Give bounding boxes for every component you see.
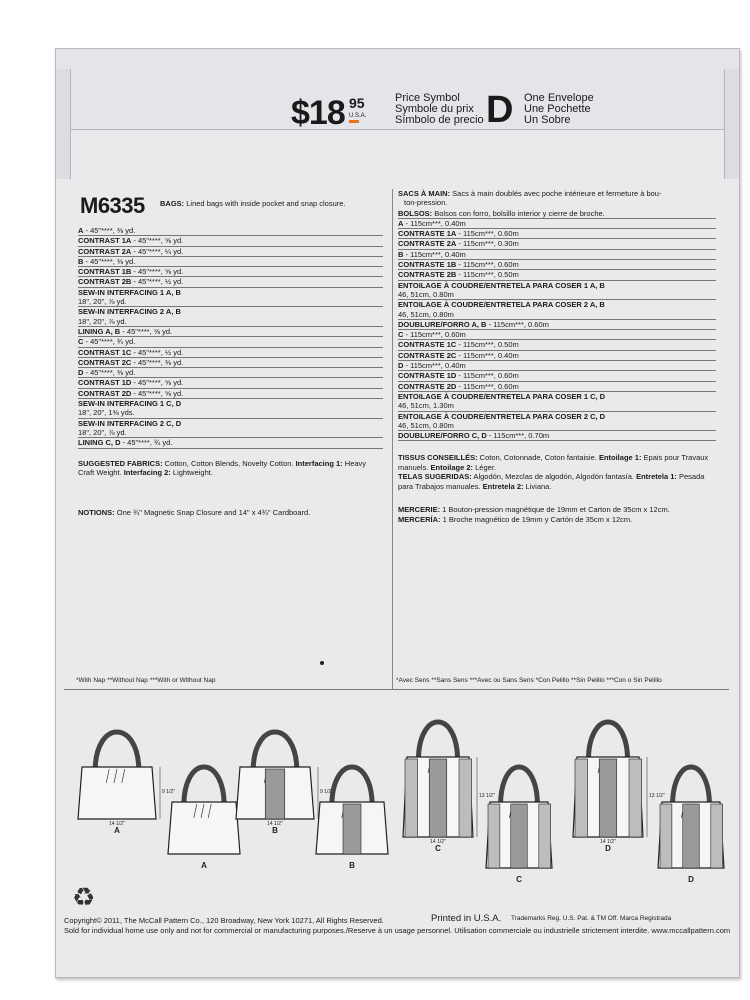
english-row xyxy=(78,378,383,388)
english-row-value: - 45"****, ¾ yd. xyxy=(120,438,173,448)
mercerie-label: MERCERIE: xyxy=(398,505,441,515)
english-row-label: SEW-IN INTERFACING 2 C, D xyxy=(78,418,182,428)
french-row xyxy=(398,351,716,361)
bag-view-label: B xyxy=(272,826,278,835)
merceria-label: MERCERÍA: xyxy=(398,514,441,524)
french-row xyxy=(398,229,716,239)
english-row-sub: 18", 20", 1⅜ yds. xyxy=(78,408,135,418)
french-row xyxy=(398,431,716,441)
english-row xyxy=(78,226,383,236)
bag-view-label: D xyxy=(605,844,611,853)
english-row-value: - 45"****, ⅜ yd. xyxy=(83,256,136,266)
english-row-value: - 45"****, ⅜ yd. xyxy=(83,226,136,235)
english-row xyxy=(78,257,383,267)
price-letter: D xyxy=(486,89,514,131)
french-row xyxy=(398,330,716,340)
english-footnote: *With Nap **Without Nap ***With or Without Nap xyxy=(76,677,216,684)
english-row-label: SEW-IN INTERFACING 2 A, B xyxy=(78,307,181,317)
width-dimension: 14 1/2" xyxy=(109,821,125,827)
french-row-label: ENTOILAGE À COUDRE/ENTRETELA PARA COSER 1 A, B xyxy=(398,280,605,290)
entretela2-text: Liviana. xyxy=(523,481,552,491)
french-row xyxy=(398,219,716,229)
english-row xyxy=(78,438,383,448)
english-row-label: SEW-IN INTERFACING 1 C, D xyxy=(78,399,182,409)
bag-view-label: D xyxy=(688,875,694,884)
french-row-label: CONTRASTE 1C xyxy=(398,340,457,350)
bag-view-label: A xyxy=(114,826,120,835)
french-row-label: D xyxy=(398,361,404,371)
telas-text: Algodón, Mezclas de algodón, Algodón fantasía. xyxy=(471,472,637,482)
english-row-value: - 45"****, ½ yd. xyxy=(131,347,184,357)
french-row-sub: 46, 51cm, 0.80m xyxy=(398,289,454,299)
bag-drawing xyxy=(403,722,495,853)
height-dimension: 9 1/2" xyxy=(162,789,175,795)
entretela1-label: Entretela 1: xyxy=(636,472,677,482)
english-row-value: - 45"****, ⅝ yd. xyxy=(131,388,184,398)
french-row xyxy=(398,250,716,260)
french-row-label: CONTRASTE 2A xyxy=(398,239,457,249)
english-row-value: - 45"****, ⅝ yd. xyxy=(131,236,184,246)
french-row-value: - 115cm***, 0.60m xyxy=(456,371,519,381)
english-row-label: CONTRAST 1C xyxy=(78,347,132,357)
bolsos-intro xyxy=(398,209,716,219)
french-row xyxy=(398,361,716,371)
english-row-label: CONTRAST 1B xyxy=(78,267,132,277)
french-row-value: - 115cm***, 0.40m xyxy=(403,249,466,259)
french-row-sub: 46, 51cm, 1.30m xyxy=(398,401,454,411)
french-row-label: ENTOILAGE À COUDRE/ENTRETELA PARA COSER 2 C, D xyxy=(398,411,606,421)
usage-notice: Sold for individual home use only and not for commercial or manufacturing purposes./Reserve à un usage personnel. Utilisation commerciale ou industrielle strictement interdite. www.mccallpattern.com xyxy=(64,926,731,935)
bolsos-text: Bolsos con forro, bolsillo interior y cierre de broche. xyxy=(432,208,605,218)
trademarks: Trademarks Reg. U.S. Pat. & TM Off. Marca Registrada xyxy=(511,915,672,922)
tissus-text: Coton, Cotonnade, Coton fantaisie. xyxy=(477,453,599,463)
entoilage2-label: Entoilage 2: xyxy=(430,462,474,472)
price-symbol-fr: Symbole du prix xyxy=(395,103,474,115)
english-row xyxy=(78,348,383,358)
french-row-label: B xyxy=(398,249,404,259)
bag-drawing xyxy=(78,732,175,835)
french-row-value: - 115cm***, 0.40m xyxy=(456,350,519,360)
bags-description xyxy=(160,199,346,208)
price-symbol-es: Símbolo de precio xyxy=(395,114,484,126)
english-row xyxy=(78,419,383,439)
english-row xyxy=(78,288,383,308)
merceria-text: 1 Broche magnético de 19mm y Cartón de 35cm x 12cm. xyxy=(440,514,633,524)
notions-label: NOTIONS: xyxy=(78,507,115,517)
french-row xyxy=(398,281,716,301)
width-dimension: 14 1/2" xyxy=(430,839,446,845)
french-row-label: CONTRASTE 1D xyxy=(398,371,457,381)
french-row xyxy=(398,260,716,270)
pattern-number: M6335 xyxy=(80,193,145,218)
orange-mark xyxy=(349,120,359,123)
french-row-label: CONTRASTE 1B xyxy=(398,260,457,270)
bag-drawing xyxy=(573,722,665,853)
french-row-label: ENTOILAGE À COUDRE/ENTRETELA PARA COSER 2 A, B xyxy=(398,300,605,310)
french-row-value: - 115cm***, 0.60m xyxy=(403,330,466,340)
sacs-label: SACS À MAIN: xyxy=(398,189,451,198)
french-row-label: A xyxy=(398,218,404,228)
bag-illustrations xyxy=(68,707,728,884)
english-row-label: CONTRAST 1D xyxy=(78,378,132,388)
bag-drawing xyxy=(168,767,240,870)
fabrics-text: Cotton, Cotton Blends, Novelty Cotton. xyxy=(162,458,296,468)
envelope-side-flap-right xyxy=(724,69,739,179)
french-row-sub: 46, 51cm, 0.80m xyxy=(398,420,454,430)
english-row-value: - 45"****, ⅝ yd. xyxy=(131,267,184,277)
english-row-label: LINING C, D xyxy=(78,438,121,448)
envelope-count-label xyxy=(524,93,594,126)
french-row-value: - 115cm***, 0.60m xyxy=(486,319,549,329)
bag-view-label: B xyxy=(349,861,355,870)
french-row-value: - 115cm***, 0.60m xyxy=(456,381,519,391)
printed-in: Printed in U.S.A. xyxy=(431,913,502,924)
french-row xyxy=(398,371,716,381)
envelope-fr: Une Pochette xyxy=(524,103,591,115)
entoilage1-label: Entoilage 1: xyxy=(598,453,642,463)
english-row xyxy=(78,358,383,368)
bags-desc-text: Lined bags with inside pocket and snap closure. xyxy=(184,199,346,208)
english-row-value: - 45"****, ¼ yd. xyxy=(131,246,184,256)
french-row-value: - 115cm***, 0.60m xyxy=(456,260,519,270)
envelope-es: Un Sobre xyxy=(524,114,571,126)
pattern-envelope-back xyxy=(55,48,740,978)
bolsos-label: BOLSOS: xyxy=(398,208,433,218)
entoilage2-text: Léger. xyxy=(473,462,496,472)
french-row-value: - 115cm***, 0.60m xyxy=(456,229,519,239)
entretela2-label: Entretela 2: xyxy=(482,481,524,491)
french-row-value: - 115cm***, 0.70m xyxy=(486,431,550,441)
french-row-label: DOUBLURE/FORRO A, B xyxy=(398,319,487,329)
sacs-intro xyxy=(398,189,716,209)
french-row-label: CONTRASTE 2C xyxy=(398,350,457,360)
french-row-label: CONTRASTE 2B xyxy=(398,270,457,280)
english-row-label: CONTRAST 2C xyxy=(78,357,132,367)
sacs-text: Sacs à main doublés avec poche intérieure et fermeture à bou- xyxy=(450,189,662,198)
bag-view-label: C xyxy=(435,844,441,853)
envelope-en: One Envelope xyxy=(524,92,594,104)
french-row xyxy=(398,412,716,432)
english-row-label: CONTRAST 2B xyxy=(78,277,132,287)
notions-text: One ¾" Magnetic Snap Closure and 14" x 4¾" Cardboard. xyxy=(114,507,311,517)
telas-label: TELAS SUGERIDAS: xyxy=(398,472,472,482)
copyright-text: Copyright© 2011, The McCall Pattern Co., 120 Broadway, New York 10271, All Rights Reserved. xyxy=(64,916,384,925)
height-dimension: 9 1/2" xyxy=(320,789,333,795)
interfacing2-label: Interfacing 2: xyxy=(123,468,171,478)
french-row xyxy=(398,270,716,280)
french-row-label: CONTRASTE 1A xyxy=(398,229,457,239)
english-row-label: A xyxy=(78,226,84,235)
french-row xyxy=(398,392,716,412)
entoilage1-text: Epais pour Travaux manuels. xyxy=(398,453,709,472)
height-dimension: 13 1/2" xyxy=(479,793,495,799)
french-spanish-yardage-list xyxy=(398,189,716,524)
french-row xyxy=(398,300,716,320)
bag-drawing xyxy=(486,767,552,884)
french-row xyxy=(398,239,716,249)
english-row-sub: 18", 20", ⅞ yd. xyxy=(78,297,127,307)
mercerie-text: 1 Bouton-pression magnétique de 19mm et Carton de 35cm x 12cm. xyxy=(440,505,670,515)
tissus-conseilles xyxy=(398,453,716,491)
english-row-value: - 45"****, ⅝ yd. xyxy=(131,378,184,388)
bags-desc-bold: BAGS: xyxy=(160,199,185,208)
french-row-value: - 115cm***, 0.50m xyxy=(456,270,519,280)
english-row-label: SEW-IN INTERFACING 1 A, B xyxy=(78,287,181,297)
french-row-value: - 115cm***, 0.40m xyxy=(403,218,466,228)
english-row xyxy=(78,399,383,419)
english-row xyxy=(78,236,383,246)
french-row xyxy=(398,320,716,330)
french-footnote: *Avec Sens **Sans Sens ***Avec ou Sans Sens *Con Pelillo **Sin Pelillo ***Con o Sin Pelillo xyxy=(396,677,662,684)
french-row-label: ENTOILAGE À COUDRE/ENTRETELA PARA COSER 1 C, D xyxy=(398,391,606,401)
english-row xyxy=(78,337,383,347)
price-cents: 95 xyxy=(349,95,365,111)
bag-view-label: A xyxy=(201,861,207,870)
fabrics-label: SUGGESTED FABRICS: xyxy=(78,458,163,468)
english-row-label: CONTRAST 1A xyxy=(78,236,132,246)
english-row-label: B xyxy=(78,256,84,266)
price-symbol-en: Price Symbol xyxy=(395,92,460,104)
english-row xyxy=(78,368,383,378)
english-row xyxy=(78,247,383,257)
entretela1-text: Pesada para Trabajos manuales. xyxy=(398,472,705,491)
french-row-label: CONTRASTE 2D xyxy=(398,381,457,391)
english-row-value: - 45"****, ¾ yd. xyxy=(83,337,136,347)
width-dimension: 14 1/2" xyxy=(267,821,283,827)
tissus-label: TISSUS CONSEILLÉS: xyxy=(398,453,478,463)
mercerie xyxy=(398,505,716,524)
english-row-label: CONTRAST 2A xyxy=(78,246,132,256)
sacs-text-cont: ton-pression. xyxy=(404,198,448,208)
english-row-label: LINING A, B xyxy=(78,326,121,336)
english-row xyxy=(78,277,383,287)
french-row-sub: 46, 51cm, 0.80m xyxy=(398,309,454,319)
french-row-label: C xyxy=(398,330,404,340)
english-row xyxy=(78,267,383,277)
english-row xyxy=(78,389,383,399)
english-row-value: - 45"****, ⅜ yd. xyxy=(131,357,184,367)
price-country: U.S.A. xyxy=(349,113,367,119)
width-dimension: 14 1/2" xyxy=(600,839,616,845)
english-row-label: D xyxy=(78,368,84,378)
bag-view-label: C xyxy=(516,875,522,884)
ink-dot xyxy=(320,661,324,665)
footnote-divider xyxy=(64,689,729,690)
french-row xyxy=(398,340,716,350)
interfacing2-text: Lightweight. xyxy=(170,468,213,478)
interfacing1-label: Interfacing 1: xyxy=(295,458,343,468)
english-row-value: - 45"****, ⅝ yd. xyxy=(120,326,173,336)
french-row-value: - 115cm***, 0.50m xyxy=(456,340,519,350)
english-rows xyxy=(78,226,383,449)
english-row-label: C xyxy=(78,337,84,347)
suggested-fabrics xyxy=(78,459,383,478)
height-dimension: 13 1/2" xyxy=(649,793,665,799)
bag-drawing xyxy=(658,767,724,884)
english-row-label: CONTRAST 2D xyxy=(78,388,132,398)
french-row-label: DOUBLURE/FORRO C, D xyxy=(398,431,487,441)
french-row xyxy=(398,382,716,392)
french-rows xyxy=(398,219,716,442)
french-row-value: - 115cm***, 0.30m xyxy=(456,239,519,249)
english-row xyxy=(78,307,383,327)
column-divider xyxy=(392,189,393,689)
bag-drawing xyxy=(316,767,388,870)
english-row xyxy=(78,327,383,337)
english-yardage-list xyxy=(78,226,383,517)
recycle-icon: ♻ xyxy=(72,882,96,912)
envelope-side-flap-left xyxy=(56,69,71,179)
english-row-sub: 18", 20", ⅞ yd. xyxy=(78,316,127,326)
interfacing1-text: Heavy Craft Weight. xyxy=(78,458,367,478)
english-row-sub: 18", 20", ⅞ yd. xyxy=(78,427,127,437)
price-symbol-label xyxy=(395,93,484,126)
price: $18 xyxy=(291,94,345,132)
english-row-value: - 45"****, ⅜ yd. xyxy=(83,368,136,378)
french-row-value: - 115cm***, 0.40m xyxy=(403,361,466,371)
notions xyxy=(78,508,383,518)
english-row-value: - 45"****, ½ yd. xyxy=(131,277,184,287)
